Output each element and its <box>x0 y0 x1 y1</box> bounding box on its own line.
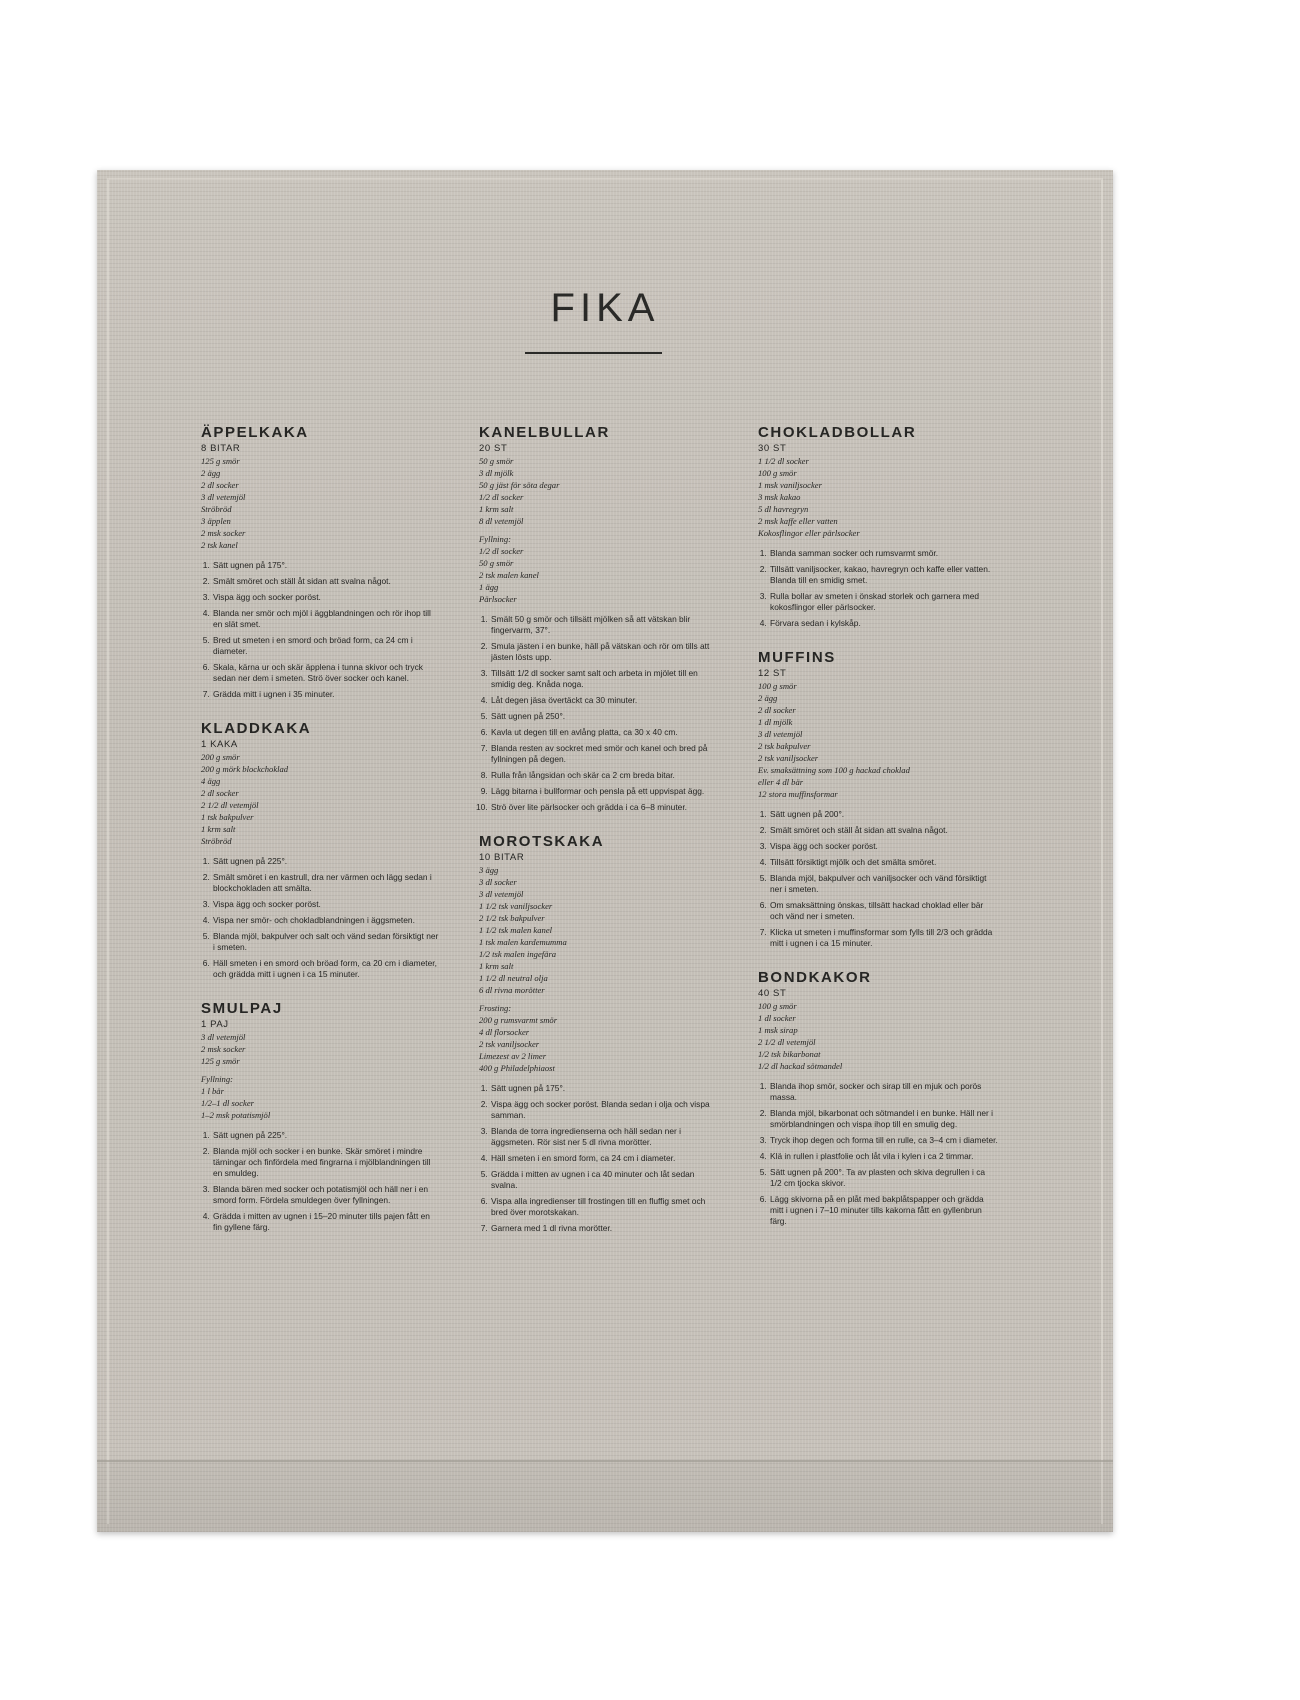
ingredient-line: 1/2 tsk bikarbonat <box>758 1049 821 1059</box>
method-step: 6. Häll smeten i en smord och bröad form, ca 20 cm i diameter, och grädda mitt i ugnen i ca 15 minuter. <box>212 958 441 980</box>
method-step: 7. Blanda resten av sockret med smör och kanel och bred på fyllningen på degen. <box>490 743 719 765</box>
method-step: 2. Vispa ägg och socker poröst. Blanda sedan i olja och vispa samman. <box>490 1099 719 1121</box>
ingredient-line: 2 1/2 dl vetemjöl <box>201 800 259 810</box>
ingredient-line: 100 g smör <box>758 681 797 691</box>
ingredient-line: 2 ägg <box>201 468 221 478</box>
ingredient-line: 3 dl vetemjöl <box>758 729 803 739</box>
recipe-block <box>479 424 719 813</box>
ingredient-line: eller 4 dl bär <box>758 777 804 787</box>
recipe-name: CHOKLADBOLLAR <box>758 424 917 441</box>
ingredient-line: 3 dl vetemjöl <box>201 1032 246 1042</box>
ingredient-line: 2 tsk malen kanel <box>479 570 539 580</box>
method-step: 1. Smält 50 g smör och tillsätt mjölken så att vätskan blir fingervarm, 37°. <box>490 614 719 636</box>
ingredient-line: 3 msk kakao <box>758 492 801 502</box>
method-step: 6. Kavla ut degen till en avlång platta, ca 30 x 40 cm. <box>490 727 719 738</box>
ingredient-line: 1/2–1 dl socker <box>201 1098 254 1108</box>
ingredient-line: 200 g smör <box>201 752 240 762</box>
ingredient-line: 1 msk vaniljsocker <box>758 480 822 490</box>
recipe-name: MOROTSKAKA <box>479 833 605 850</box>
method-steps <box>758 548 998 629</box>
method-steps <box>201 560 441 700</box>
method-step: 5. Blanda mjöl, bakpulver och salt och vänd sedan försiktigt ner i smeten. <box>212 931 441 953</box>
method-step: 2. Smält smöret och ställ åt sidan att svalna något. <box>212 576 441 587</box>
ingredient-line: 1 1/2 tsk vaniljsocker <box>479 901 553 911</box>
method-step: 3. Tillsätt 1/2 dl socker samt salt och arbeta in mjölet till en smidig deg. Knåda noga. <box>490 668 719 690</box>
method-step: 9. Lägg bitarna i bullformar och pensla på ett uppvispat ägg. <box>490 786 719 797</box>
bottom-hem <box>97 1460 1113 1532</box>
ingredient-line: 2 dl socker <box>201 788 239 798</box>
method-step: 3. Blanda de torra ingredienserna och häll sedan ner i äggsmeten. Rör sist ner 5 dl rivna morötter. <box>490 1126 719 1148</box>
ingredient-line: 200 g mörk blockchoklad <box>201 764 289 774</box>
ingredient-line: Ströbröd <box>201 836 232 846</box>
ingredient-line: Pärlsocker <box>479 594 517 604</box>
ingredient-line: 400 g Philadelphiaost <box>479 1063 555 1073</box>
ingredient-line: 100 g smör <box>758 468 797 478</box>
method-step: 4. Häll smeten i en smord form, ca 24 cm i diameter. <box>490 1153 719 1164</box>
ingredient-line: Ev. smaksättning som 100 g hackad choklad <box>758 765 910 775</box>
recipe-yield: 10 BITAR <box>479 852 525 863</box>
method-step: 4. Låt degen jäsa övertäckt ca 30 minuter. <box>490 695 719 706</box>
ingredient-line: 3 dl vetemjöl <box>479 889 524 899</box>
ingredient-line: 1 krm salt <box>479 961 514 971</box>
method-step: 3. Tryck ihop degen och forma till en rulle, ca 3–4 cm i diameter. <box>769 1135 998 1146</box>
ingredient-line: 1 dl socker <box>758 1013 796 1023</box>
ingredient-line: 2 dl socker <box>201 480 239 490</box>
ingredient-line: 2 tsk kanel <box>201 540 238 550</box>
recipe-block <box>201 1000 441 1233</box>
recipe-column-3 <box>758 424 998 1247</box>
method-step: 2. Smält smöret i en kastrull, dra ner värmen och lägg sedan i blockchokladen att smälta. <box>212 872 441 894</box>
ingredient-line: 1 tsk bakpulver <box>201 812 254 822</box>
ingredient-line: 2 msk socker <box>201 528 246 538</box>
ingredient-group-heading: Fyllning: <box>201 1074 233 1084</box>
ingredient-line: 2 msk kaffe eller vatten <box>758 516 838 526</box>
recipe-yield: 1 PAJ <box>201 1019 229 1030</box>
method-steps <box>758 809 998 949</box>
ingredient-line: 1 1/2 dl neutral olja <box>479 973 548 983</box>
title-divider <box>525 352 662 354</box>
ingredient-line: 50 g jäst för söta degar <box>479 480 560 490</box>
recipe-block <box>479 833 719 1234</box>
method-step: 2. Blanda mjöl och socker i en bunke. Skär smöret i mindre tärningar och finfördela med fingrarna i mjölblandningen till en smuldeg. <box>212 1146 441 1179</box>
recipe-block <box>758 969 998 1227</box>
method-step: 1. Blanda samman socker och rumsvarmt smör. <box>769 548 998 559</box>
ingredient-line: 4 dl florsocker <box>479 1027 530 1037</box>
method-step: 2. Smält smöret och ställ åt sidan att svalna något. <box>769 825 998 836</box>
ingredient-group-heading: Fyllning: <box>479 534 511 544</box>
method-step: 3. Blanda bären med socker och potatismjöl och häll ner i en smord form. Fördela smuldegen över fyllningen. <box>212 1184 441 1206</box>
method-step: 2. Blanda mjöl, bikarbonat och sötmandel i en bunke. Häll ner i smörblandningen och vispa ihop till en smulig deg. <box>769 1108 998 1130</box>
linen-tea-towel <box>97 170 1113 1532</box>
method-step: 7. Garnera med 1 dl rivna morötter. <box>490 1223 719 1234</box>
method-step: 1. Sätt ugnen på 200°. <box>769 809 998 820</box>
recipe-block <box>758 424 998 629</box>
ingredient-line: 4 ägg <box>201 776 221 786</box>
ingredient-line: 5 dl havregryn <box>758 504 809 514</box>
ingredient-line: 125 g smör <box>201 456 240 466</box>
ingredient-line: 1/2 dl socker <box>479 492 524 502</box>
method-step: 3. Rulla bollar av smeten i önskad storlek och garnera med kokosflingor eller pärlsocker. <box>769 591 998 613</box>
ingredient-line: 1 dl mjölk <box>758 717 793 727</box>
method-step: 8. Rulla från långsidan och skär ca 2 cm breda bitar. <box>490 770 719 781</box>
ingredient-line: 12 stora muffinsformar <box>758 789 838 799</box>
recipe-block <box>201 424 441 700</box>
method-step: 5. Sätt ugnen på 250°. <box>490 711 719 722</box>
ingredient-line: 8 dl vetemjöl <box>479 516 524 526</box>
ingredient-line: 1/2 dl socker <box>479 546 524 556</box>
recipe-name: BONDKAKOR <box>758 969 872 986</box>
ingredient-line: 2 tsk bakpulver <box>758 741 811 751</box>
method-step: 4. Förvara sedan i kylskåp. <box>769 618 998 629</box>
method-step: 5. Bred ut smeten i en smord och bröad form, ca 24 cm i diameter. <box>212 635 441 657</box>
recipe-yield: 40 ST <box>758 988 787 999</box>
ingredient-line: 125 g smör <box>201 1056 240 1066</box>
method-step: 6. Om smaksättning önskas, tillsätt hackad choklad eller bär och vänd ner i smeten. <box>769 900 998 922</box>
ingredient-line: 1/2 dl hackad sötmandel <box>758 1061 843 1071</box>
recipe-name: KLADDKAKA <box>201 720 312 737</box>
method-step: 5. Sätt ugnen på 200°. Ta av plasten och skiva degrullen i ca 1/2 cm tjocka skivor. <box>769 1167 998 1189</box>
ingredient-line: 3 dl socker <box>479 877 517 887</box>
method-step: 3. Vispa ägg och socker poröst. <box>212 899 441 910</box>
method-steps <box>758 1081 998 1227</box>
method-step: 4. Klä in rullen i plastfolie och låt vila i kylen i ca 2 timmar. <box>769 1151 998 1162</box>
method-step: 7. Grädda mitt i ugnen i 35 minuter. <box>212 689 441 700</box>
ingredient-line: 3 ägg <box>479 865 499 875</box>
method-step: 3. Vispa ägg och socker poröst. <box>212 592 441 603</box>
ingredient-line: 1–2 msk potatismjöl <box>201 1110 271 1120</box>
ingredient-line: 1/2 tsk malen ingefära <box>479 949 557 959</box>
recipe-name: ÄPPELKAKA <box>201 424 309 441</box>
ingredient-line: 3 dl vetemjöl <box>201 492 246 502</box>
ingredient-line: 1 tsk malen kardemumma <box>479 937 567 947</box>
method-step: 1. Sätt ugnen på 225°. <box>212 856 441 867</box>
ingredient-line: 2 ägg <box>758 693 778 703</box>
method-step: 5. Blanda mjöl, bakpulver och vaniljsocker och vänd försiktigt ner i smeten. <box>769 873 998 895</box>
recipe-yield: 12 ST <box>758 668 787 679</box>
method-steps <box>479 614 719 813</box>
recipe-name: SMULPAJ <box>201 1000 283 1017</box>
ingredient-line: 1 msk sirap <box>758 1025 798 1035</box>
ingredient-line: 200 g rumsvarmt smör <box>479 1015 558 1025</box>
method-step: 1. Sätt ugnen på 175°. <box>212 560 441 571</box>
ingredient-line: 1 l bär <box>201 1086 224 1096</box>
ingredient-line: 2 tsk vaniljsocker <box>479 1039 540 1049</box>
ingredient-line: 6 dl rivna morötter <box>479 985 545 995</box>
method-step: 2. Tillsätt vaniljsocker, kakao, havregryn och kaffe eller vatten. Blanda till en smidig smet. <box>769 564 998 586</box>
ingredient-line: Ströbröd <box>201 504 232 514</box>
method-step: 2. Smula jästen i en bunke, häll på vätskan och rör om tills att jästen lösts upp. <box>490 641 719 663</box>
method-step: 6. Skala, kärna ur och skär äpplena i tunna skivor och tryck sedan ner dem i smeten. Strö över socker och kanel. <box>212 662 441 684</box>
method-steps <box>201 856 441 980</box>
method-step: 4. Blanda ner smör och mjöl i äggblandningen och rör ihop till en slät smet. <box>212 608 441 630</box>
ingredient-line: 1 1/2 tsk malen kanel <box>479 925 553 935</box>
ingredient-line: 50 g smör <box>479 456 514 466</box>
ingredient-line: 3 äpplen <box>201 516 231 526</box>
ingredient-line: 1 1/2 dl socker <box>758 456 809 466</box>
ingredient-group-heading: Frosting: <box>479 1003 512 1013</box>
method-step: 4. Tillsätt försiktigt mjölk och det smälta smöret. <box>769 857 998 868</box>
method-step: 5. Grädda i mitten av ugnen i ca 40 minuter och låt sedan svalna. <box>490 1169 719 1191</box>
method-step: 4. Vispa ner smör- och chokladblandningen i äggsmeten. <box>212 915 441 926</box>
recipe-yield: 30 ST <box>758 443 787 454</box>
ingredient-line: Kokosflingor eller pärlsocker <box>758 528 860 538</box>
method-step: 4. Grädda i mitten av ugnen i 15–20 minuter tills pajen fått en fin gyllene färg. <box>212 1211 441 1233</box>
method-step: 1. Sätt ugnen på 175°. <box>490 1083 719 1094</box>
method-step: 1. Blanda ihop smör, socker och sirap till en mjuk och porös massa. <box>769 1081 998 1103</box>
method-step: 3. Vispa ägg och socker poröst. <box>769 841 998 852</box>
recipe-name: MUFFINS <box>758 649 836 666</box>
ingredient-line: 1 krm salt <box>201 824 236 834</box>
ingredient-line: 1 krm salt <box>479 504 514 514</box>
method-steps <box>201 1130 441 1233</box>
ingredient-line: 2 1/2 dl vetemjöl <box>758 1037 816 1047</box>
method-step: 1. Sätt ugnen på 225°. <box>212 1130 441 1141</box>
ingredient-line: 100 g smör <box>758 1001 797 1011</box>
method-steps <box>479 1083 719 1234</box>
ingredient-line: 1 ägg <box>479 582 499 592</box>
ingredient-line: 2 msk socker <box>201 1044 246 1054</box>
method-step: 7. Klicka ut smeten i muffinsformar som fylls till 2/3 och grädda mitt i ugnen i ca 15 minuter. <box>769 927 998 949</box>
recipe-block <box>201 720 441 980</box>
recipe-block <box>758 649 998 949</box>
recipe-yield: 20 ST <box>479 443 508 454</box>
ingredient-line: 2 1/2 tsk bakpulver <box>479 913 545 923</box>
ingredient-line: Limezest av 2 limer <box>479 1051 547 1061</box>
recipe-yield: 1 KAKA <box>201 739 238 750</box>
recipe-yield: 8 BITAR <box>201 443 241 454</box>
ingredient-line: 50 g smör <box>479 558 514 568</box>
ingredient-line: 2 tsk vaniljsocker <box>758 753 819 763</box>
towel-title: FIKA <box>550 286 660 330</box>
ingredient-line: 3 dl mjölk <box>479 468 514 478</box>
recipe-name: KANELBULLAR <box>479 424 610 441</box>
method-step: 10. Strö över lite pärlsocker och grädda i ca 6–8 minuter. <box>490 802 719 813</box>
recipe-column-1 <box>201 424 441 1253</box>
method-step: 6. Lägg skivorna på en plåt med bakplåtspapper och grädda mitt i ugnen i 7–10 minuter tills kakorna fått en gyllenbrun färg. <box>769 1194 998 1227</box>
recipe-column-2 <box>479 424 719 1254</box>
method-step: 6. Vispa alla ingredienser till frostingen till en fluffig smet och bred över morotskakan. <box>490 1196 719 1218</box>
ingredient-line: 2 dl socker <box>758 705 796 715</box>
